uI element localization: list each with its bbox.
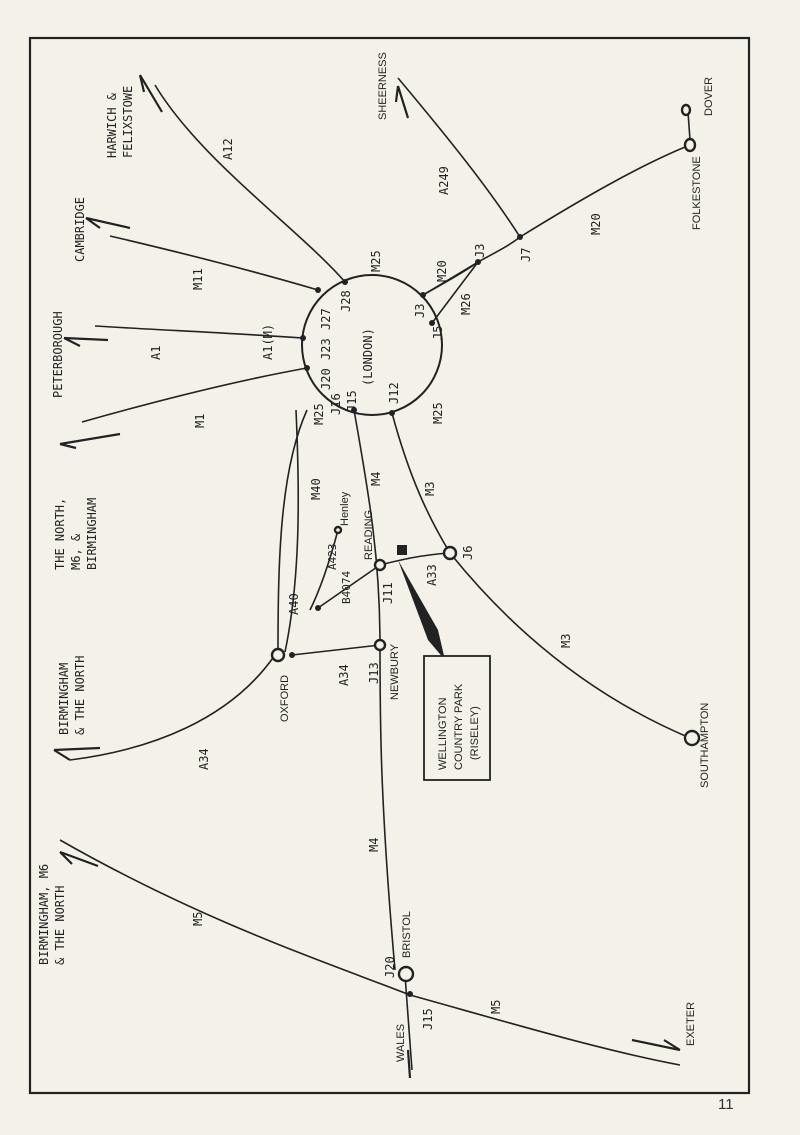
road-label: A40 <box>287 593 301 615</box>
destination-label: EXETER <box>685 1001 697 1046</box>
park-marker <box>397 545 407 555</box>
town-label: Henley <box>339 491 351 526</box>
junction-dot <box>315 605 321 611</box>
bristol-marker <box>399 967 413 981</box>
road-dover <box>688 112 690 140</box>
destination-label: BIRMINGHAM <box>85 497 99 570</box>
road-a33 <box>380 553 450 565</box>
road-label: A249 <box>437 166 451 195</box>
junction-label: M25 <box>431 402 445 424</box>
destination-label: FOLKESTONE <box>691 156 703 230</box>
folkestone-marker <box>685 139 695 151</box>
junction-dot <box>304 365 310 371</box>
road-label: M20 <box>589 213 603 235</box>
page-number: 11 <box>718 1096 734 1113</box>
road-label: M4 <box>367 837 381 852</box>
road-m11 <box>110 236 318 290</box>
junction-label: J23 <box>319 338 333 360</box>
arrow-harwich <box>140 75 162 112</box>
destination-label: SHEERNESS <box>377 52 389 120</box>
destination-label: WALES <box>395 1023 407 1062</box>
arrow-exeter <box>632 1040 680 1050</box>
road-label: M3 <box>423 481 437 496</box>
junction-label: J7 <box>519 247 533 262</box>
destination-label: HARWICH & <box>105 92 119 158</box>
junction-label: J12 <box>387 382 401 404</box>
road-label: M5 <box>489 999 503 1014</box>
destination-label: BIRMINGHAM, M6 <box>37 863 51 965</box>
town-label: NEWBURY <box>389 643 401 700</box>
road-label: A1 <box>149 345 163 360</box>
destination-label: PETERBOROUGH <box>51 311 65 398</box>
park-location: (RISELEY) <box>469 706 481 760</box>
town-label: BRISTOL <box>401 911 413 958</box>
junction-dot <box>429 320 435 326</box>
junction-label: J20 <box>319 368 333 390</box>
junction-dot <box>300 335 306 341</box>
junction-label: J16 <box>329 393 343 415</box>
town-label: OXFORD <box>279 674 291 722</box>
destination-label: & THE NORTH <box>53 885 67 965</box>
junction-dot <box>389 410 395 416</box>
map-frame <box>30 38 749 1093</box>
road-a34-newbury <box>292 645 380 655</box>
junction-dot <box>342 279 348 285</box>
road-label: M40 <box>309 478 323 500</box>
henley-marker <box>335 527 341 533</box>
road-label: M20 <box>435 260 449 282</box>
oxford-marker <box>272 649 284 661</box>
junction-label: A1(M) <box>261 323 275 360</box>
road-label: M3 <box>559 633 573 648</box>
road-label: M1 <box>193 413 207 428</box>
destination-label: M6, & <box>69 533 83 570</box>
arrow-north <box>60 434 120 448</box>
arrow-peterborough <box>64 338 108 346</box>
junction-label: J3 <box>473 243 487 258</box>
arrow-cambridge <box>86 218 130 228</box>
destination-label: CAMBRIDGE <box>73 196 87 262</box>
road-m20 <box>423 145 690 295</box>
london-j15-label: J15 <box>345 390 359 412</box>
destination-label: FELIXSTOWE <box>121 85 135 158</box>
junction-dot <box>407 991 413 997</box>
destination-label: THE NORTH, <box>53 497 67 570</box>
junction-label: M25 <box>369 250 383 272</box>
junction-label: M25 <box>312 403 326 425</box>
junction-label: J11 <box>381 582 395 604</box>
southampton-marker <box>685 731 699 745</box>
junction-label: J3 <box>413 303 427 318</box>
park-subtitle: COUNTRY PARK <box>453 683 465 770</box>
road-label: A34 <box>197 748 211 770</box>
road-label: M26 <box>459 293 473 315</box>
destination-label: DOVER <box>703 76 715 116</box>
arrow-birmingham <box>54 748 100 760</box>
arrow-wales <box>408 1050 410 1078</box>
road-label: A12 <box>221 138 235 160</box>
road-label: A423 <box>326 543 339 570</box>
junction-dot <box>420 292 426 298</box>
reading-marker <box>375 560 385 570</box>
road-m3-north <box>392 413 450 553</box>
arrow-birmingham-m6 <box>60 852 98 866</box>
dover-marker <box>682 105 690 115</box>
junction-dot <box>517 234 523 240</box>
junction-dot <box>475 259 481 265</box>
junction-label: J13 <box>367 662 381 684</box>
road-a249 <box>398 78 520 237</box>
road-a34-west <box>70 655 275 760</box>
road-label: M11 <box>191 268 205 290</box>
park-title: WELLINGTON <box>437 697 449 770</box>
junction-label: J27 <box>319 308 333 330</box>
junction-label: J5 <box>431 325 445 340</box>
junction-dot <box>315 287 321 293</box>
destination-label: & THE NORTH <box>73 655 87 735</box>
junction-label: J20 <box>383 956 397 978</box>
town-label: SOUTHAMPTON <box>699 702 711 788</box>
road-label: A33 <box>425 564 439 586</box>
j6-marker <box>444 547 456 559</box>
road-label: M5 <box>191 911 205 926</box>
junction-label: J6 <box>461 545 475 560</box>
road-a12 <box>155 85 345 282</box>
junction-label: J15 <box>421 1008 435 1030</box>
junction-dot <box>289 652 295 658</box>
london-label: (LONDON) <box>361 328 375 386</box>
junction-label: J28 <box>339 290 353 312</box>
arrow-sheerness <box>396 86 408 118</box>
destination-label: BIRMINGHAM <box>57 662 71 735</box>
road-label: B4074 <box>340 570 353 604</box>
newbury-marker <box>375 640 385 650</box>
town-label: READING <box>363 509 375 560</box>
road-m5 <box>60 837 680 1065</box>
road-label: M4 <box>369 471 383 486</box>
road-label: A34 <box>337 664 351 686</box>
